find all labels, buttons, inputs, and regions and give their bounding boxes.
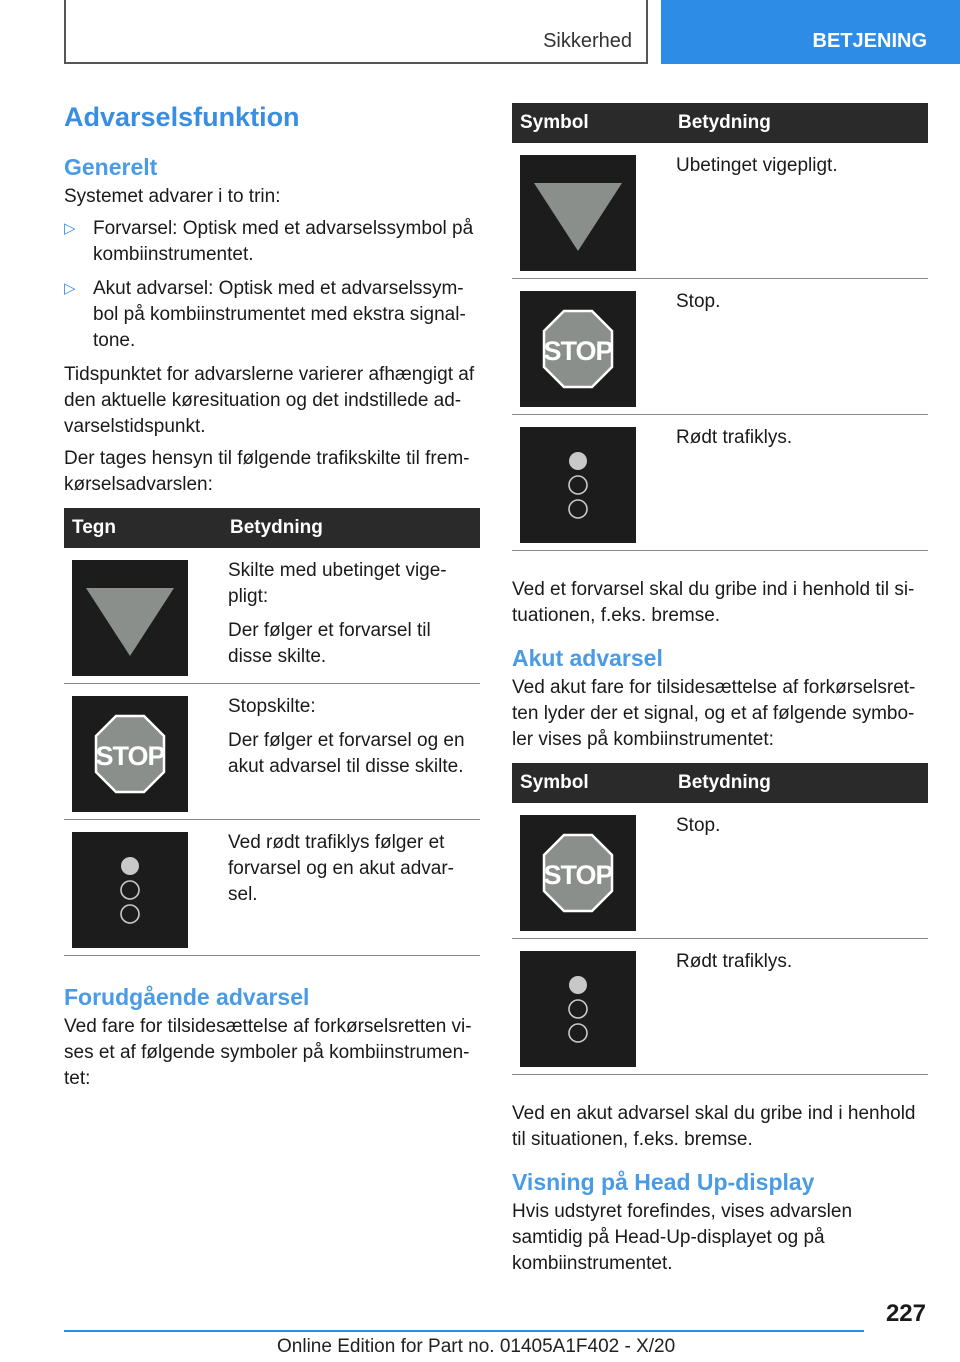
akut-text: Ved akut fare for tilsidesættelse af forkørselsret-ten lyder der et signal, og et af følgende symbo-ler vises på kombiinstrumentet: <box>512 677 916 750</box>
heading-generelt: Generelt <box>64 154 158 180</box>
warning-stages-list <box>64 216 480 354</box>
table-row <box>64 820 480 956</box>
forudgaaende-text: Ved fare for tilsidesættelse af forkørselsretten vi-ses et af følgende symboler på kombiinstrumen-tet: <box>64 1016 472 1089</box>
yield-sign-icon <box>520 155 636 271</box>
cell-text: Rødt trafiklys. <box>676 951 793 972</box>
cell-text: Rødt trafiklys. <box>676 427 793 448</box>
table-row <box>512 939 928 1075</box>
table-row <box>512 415 928 551</box>
left-column <box>64 100 480 1098</box>
acute-warning-symbols-table <box>512 763 928 1075</box>
pre-warning-symbols-table <box>512 103 928 551</box>
traffic-light-icon <box>520 951 636 1067</box>
page-title: Advarselsfunktion <box>64 102 300 132</box>
cell-text: Stop. <box>676 291 721 312</box>
page-number: 227 <box>885 1300 926 1327</box>
cell-text: Skilte med ubetinget vige-pligt: <box>228 560 447 607</box>
intro-text: Systemet advarer i to trin: <box>64 186 281 207</box>
cell-text: Stopskilte: <box>228 696 316 717</box>
cell-text: Der følger et forvarsel til disse skilte. <box>228 620 431 667</box>
edition-text: Online Edition for Part no. 01405A1F402 - X/20 <box>277 1336 676 1357</box>
traffic-light-icon <box>72 832 188 948</box>
table-header-row <box>512 763 928 803</box>
column-header-betydning: Betydning <box>228 508 480 548</box>
forvarsel-paragraph: Ved et forvarsel skal du gribe ind i henhold til si-tuationen, f.eks. bremse. <box>512 579 915 626</box>
header-chapter-tab <box>661 0 960 64</box>
heading-akut-advarsel: Akut advarsel <box>512 645 663 671</box>
table-row <box>64 684 480 820</box>
list-item <box>64 276 480 354</box>
stop-sign-icon <box>520 815 636 931</box>
column-header-tegn: Tegn <box>64 508 228 548</box>
timing-paragraph: Tidspunktet for advarslerne varierer afhængigt af den aktuelle køresituation og det indstillede ad-varselstidspunkt. <box>64 364 475 437</box>
list-item-text: Forvarsel: Optisk med et advarselssymbol på kombiinstrumentet. <box>93 218 474 265</box>
right-column <box>512 103 928 1283</box>
triangle-bullet-icon: ▷ <box>64 220 76 237</box>
traffic-light-icon <box>520 427 636 543</box>
cell-text: Ubetinget vigepligt. <box>676 155 838 176</box>
list-item-text: Akut advarsel: Optisk med et advarselssym-bol på kombiinstrumentet med ekstra signal-tone. <box>93 278 466 351</box>
heading-head-up-display: Visning på Head Up-display <box>512 1169 815 1195</box>
stop-sign-icon <box>72 696 188 812</box>
column-header-symbol: Symbol <box>512 103 676 143</box>
table-row <box>64 548 480 684</box>
section-title: Sikkerhed <box>543 30 632 52</box>
yield-sign-icon <box>72 560 188 676</box>
signs-table <box>64 508 480 956</box>
table-header-row <box>512 103 928 143</box>
column-header-betydning: Betydning <box>676 103 928 143</box>
cell-text: Der følger et forvarsel og en akut advarsel til disse skilte. <box>228 730 465 777</box>
stop-sign-icon <box>520 291 636 407</box>
hud-text: Hvis udstyret forefindes, vises advarslen samtidig på Head-Up-displayet og på kombiinstrumentet. <box>512 1201 853 1274</box>
table-row <box>512 803 928 939</box>
header-section-tab <box>64 0 648 64</box>
table-header-row <box>64 508 480 548</box>
akut-paragraph: Ved en akut advarsel skal du gribe ind i henhold til situationen, f.eks. bremse. <box>512 1103 916 1150</box>
column-header-symbol: Symbol <box>512 763 676 803</box>
footer-divider <box>64 1330 864 1332</box>
chapter-title: BETJENING <box>812 30 927 52</box>
column-header-betydning: Betydning <box>676 763 928 803</box>
cell-text: Stop. <box>676 815 721 836</box>
table-row <box>512 279 928 415</box>
triangle-bullet-icon: ▷ <box>64 280 76 297</box>
cell-text: Ved rødt trafiklys følger et forvarsel og en akut advar-sel. <box>228 832 455 905</box>
list-item <box>64 216 480 268</box>
signs-paragraph: Der tages hensyn til følgende trafikskilte til frem-kørselsadvarslen: <box>64 448 470 495</box>
heading-forudgaaende: Forudgående advarsel <box>64 984 310 1010</box>
table-row <box>512 143 928 279</box>
